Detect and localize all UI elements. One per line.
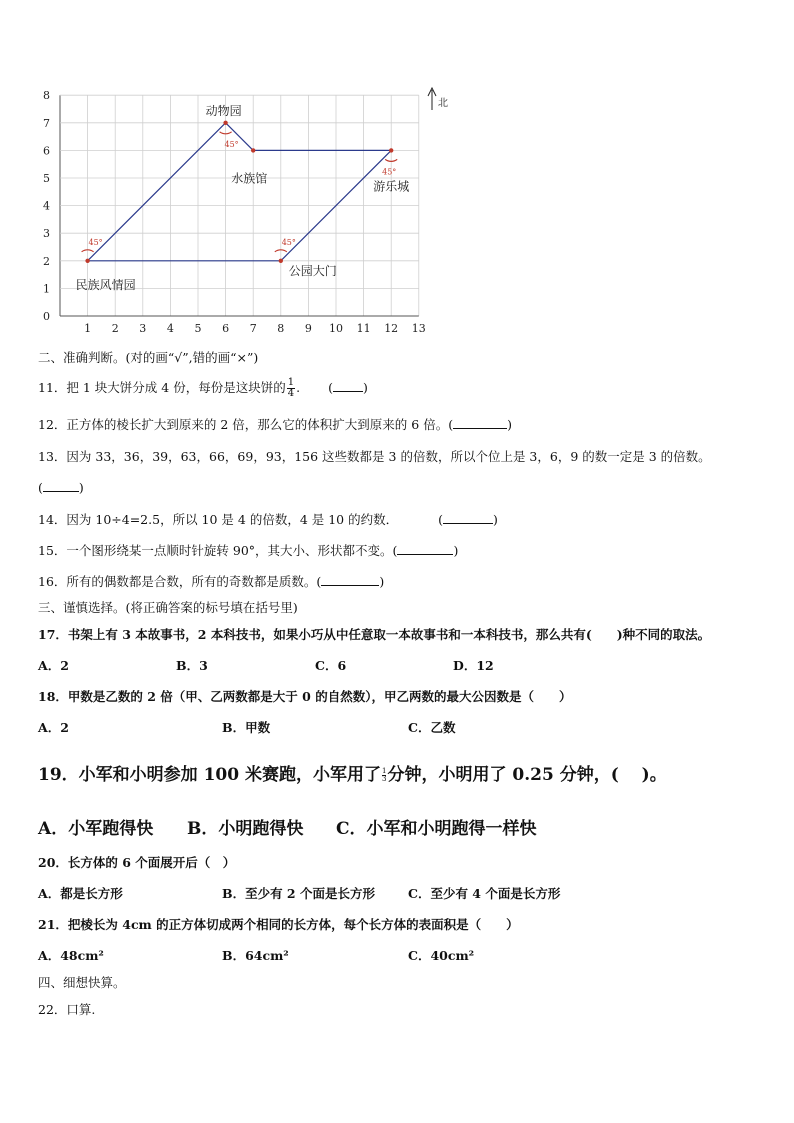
question-15: 15．一个图形绕某一点顺时针旋转 90°，其大小、形状都不变。( ) <box>38 543 459 558</box>
y-tick-label: 0 <box>43 310 50 323</box>
y-tick-label: 2 <box>43 254 50 268</box>
angle-label: 45° <box>224 139 239 149</box>
question-19: 19．小军和小明参加 100 米赛跑，小军用了 $\frac{1}{3}$ 分钟，小明用了 0.25 分钟，( )。 <box>38 765 667 785</box>
q14-answer-blank[interactable] <box>443 511 493 524</box>
x-tick-label: 2 <box>111 322 119 335</box>
q17-option-b[interactable]: B．3 <box>176 658 208 673</box>
place-label: 公园大门 <box>288 263 337 278</box>
x-tick-label: 1 <box>84 322 92 335</box>
q17-option-c[interactable]: C．6 <box>315 658 347 673</box>
route-segment <box>88 123 226 261</box>
question-14: 14．因为 10÷4=2.5，所以 10 是 4 的倍数，4 是 10 的约数． ( ) <box>38 512 498 527</box>
place-point <box>85 259 89 263</box>
q19-option-b[interactable]: B．小明跑得快 <box>187 819 304 839</box>
q20-option-c[interactable]: C．至少有 4 个面是长方形 <box>408 886 561 901</box>
y-tick-label: 4 <box>43 199 50 213</box>
q11-answer-blank[interactable] <box>333 379 363 392</box>
angle-label: 45° <box>382 167 397 177</box>
question-20: 20．长方体的 6 个面展开后（ ） <box>38 855 236 870</box>
q17-option-d[interactable]: D．12 <box>453 658 494 673</box>
place-point <box>279 259 283 263</box>
q18-option-b[interactable]: B．甲数 <box>222 720 271 735</box>
q19-option-a[interactable]: A．小军跑得快 <box>38 819 154 839</box>
q20-option-a[interactable]: A．都是长方形 <box>38 886 123 901</box>
q20-option-b[interactable]: B．至少有 2 个面是长方形 <box>222 886 375 901</box>
q19-fraction: $\frac{1}{3}$ <box>381 767 387 783</box>
place-point <box>251 148 255 152</box>
question-21: 21．把棱长为 4cm 的正方体切成两个相同的长方体，每个长方体的表面积是（ ） <box>38 917 519 932</box>
axis-ticks <box>43 89 426 335</box>
place-point <box>223 121 227 125</box>
q21-option-c[interactable]: C．40cm² <box>408 948 475 963</box>
q15-answer-blank[interactable] <box>397 542 453 555</box>
y-tick-label: 5 <box>43 172 50 185</box>
q21-option-a[interactable]: A．48cm² <box>38 948 104 963</box>
place-label: 动物园 <box>205 103 242 118</box>
q18-option-a[interactable]: A．2 <box>38 720 69 735</box>
x-tick-label: 4 <box>166 322 174 335</box>
x-tick-label: 9 <box>304 322 312 335</box>
q11-fraction: $\frac{1}{4}$ <box>287 377 295 399</box>
question-16: 16．所有的偶数都是合数，所有的奇数都是质数。( ) <box>38 574 385 589</box>
place-label: 水族馆 <box>231 171 268 186</box>
section2-heading: 二、准确判断。(对的画“√”,错的画“×”) <box>38 350 259 365</box>
angle-label: 45° <box>88 237 103 247</box>
q21-option-b[interactable]: B．64cm² <box>222 948 289 963</box>
section3-heading: 三、谨慎选择。(将正确答案的标号填在括号里) <box>38 600 298 615</box>
place-labels <box>76 103 410 292</box>
question-22: 22．口算. <box>38 1002 96 1017</box>
question-11: 11．把 1 块大饼分成 4 份，每份是这块饼的 $\frac{1}{4}$ . ( ) <box>38 377 368 399</box>
x-tick-label: 13 <box>411 322 426 335</box>
question-18: 18．甲数是乙数的 2 倍（甲、乙两数都是大于 0 的自然数），甲乙两数的最大公因数是（ ） <box>38 689 572 704</box>
angle-label: 45° <box>281 237 296 247</box>
y-tick-label: 7 <box>43 116 50 130</box>
x-tick-label: 5 <box>194 322 202 335</box>
y-tick-label: 1 <box>43 282 50 296</box>
q16-answer-blank[interactable] <box>321 573 379 586</box>
q17-option-a[interactable]: A．2 <box>38 658 69 673</box>
section4-heading: 四、细想快算。 <box>38 975 126 990</box>
x-tick-label: 7 <box>249 322 257 335</box>
question-12: 12．正方体的棱长扩大到原来的 2 倍，那么它的体积扩大到原来的 6 倍。( ) <box>38 417 512 432</box>
north-label: 北 <box>438 98 448 109</box>
angle-marker <box>382 159 397 176</box>
y-tick-label: 8 <box>43 89 50 103</box>
q18-option-c[interactable]: C．乙数 <box>408 720 456 735</box>
x-tick-label: 12 <box>384 322 399 335</box>
y-tick-label: 6 <box>43 144 50 158</box>
route-lines <box>82 123 398 261</box>
x-tick-label: 10 <box>329 322 343 335</box>
q13-answer: ( ) <box>38 480 84 495</box>
north-arrow <box>428 88 448 110</box>
x-tick-label: 11 <box>356 322 371 335</box>
question-13: 13．因为 33，36，39，63，66，69，93，156 这些数都是 3 的倍数，所以个位上是 3，6，9 的数一定是 3 的倍数。 <box>38 449 711 464</box>
map-figure <box>0 0 794 345</box>
angle-marker <box>220 132 239 149</box>
y-tick-label: 3 <box>43 227 50 241</box>
x-tick-label: 8 <box>277 322 285 335</box>
q13-answer-blank[interactable] <box>43 479 79 492</box>
place-label: 游乐城 <box>373 179 410 194</box>
x-tick-label: 3 <box>139 322 147 335</box>
q11-text: 11．把 1 块大饼分成 4 份，每份是这块饼的 <box>38 380 286 395</box>
place-point <box>389 148 393 152</box>
q19-option-c[interactable]: C．小军和小明跑得一样快 <box>336 819 537 839</box>
q12-answer-blank[interactable] <box>453 416 507 429</box>
question-17: 17．书架上有 3 本故事书，2 本科技书，如果小巧从中任意取一本故事书和一本科技书，那么共有( )种不同的取法。 <box>38 627 711 642</box>
x-tick-label: 6 <box>222 322 230 335</box>
place-label: 民族风情园 <box>75 277 136 292</box>
